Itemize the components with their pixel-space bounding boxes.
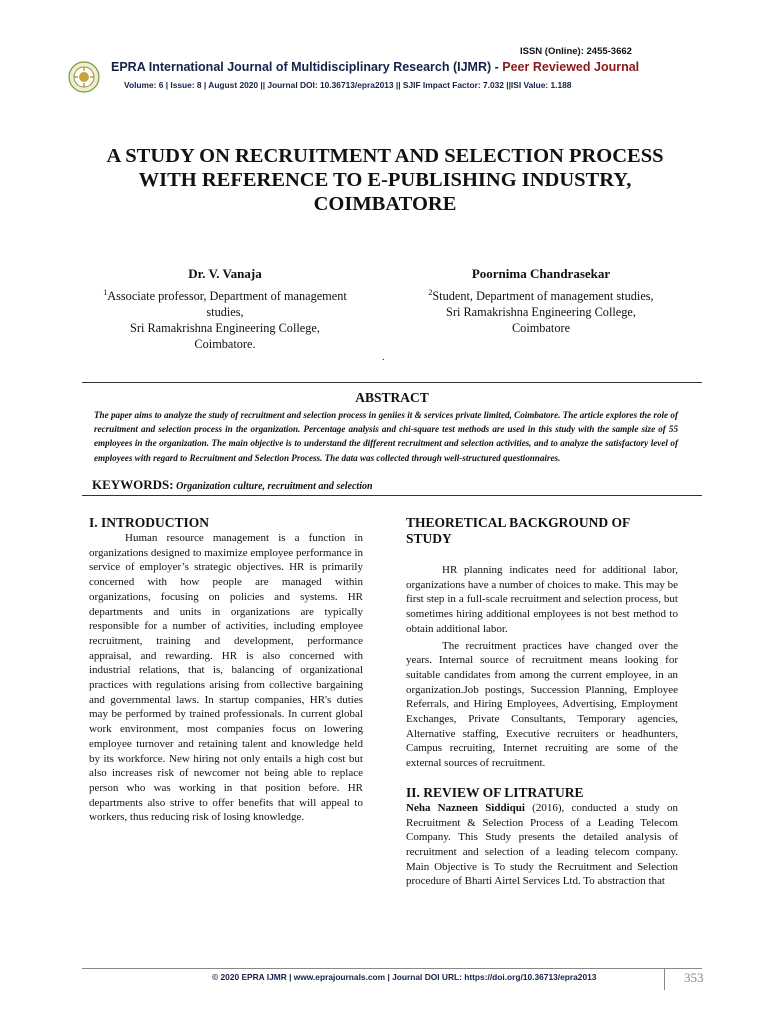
section-heading-theoretical-background: THEORETICAL BACKGROUND OF STUDY: [406, 515, 630, 546]
journal-meta: Volume: 6 | Issue: 8 | August 2020 || Journal DOI: 10.36713/epra2013 || SJIF Impact Factor: 7.032 ||ISI Value: 1.188: [124, 80, 572, 90]
keywords-line: [92, 477, 373, 493]
section-heading-review: II. REVIEW OF LITRATURE: [406, 784, 584, 800]
author-name: Poornima Chandrasekar: [471, 266, 611, 281]
introduction-paragraph: Human resource management is a function in organizations designed to maximize employee performance in service of employer’s strategic objectives. HR is primarily concerned with how people are managed within organizations, focusing on policies and systems. HR departments and units in organizations are typically responsible for a number of activities, including employee recruitment, training and development, performance appraisal, and rewarding. HR is also concerned with industrial relations, that is, balancing of organizational practices with regulations arising from collective bargaining and governmental laws. In startup companies, HR's duties may be performed by trained professionals. In current global work environment, most companies focus on lowering employee turnover and retaining talent and knowledge held by its workforce. New hiring not only entails a high cost but also increases risk of newcomer not being able to replace person who was working in that position before. HR departments also strive to offer benefits that will appeal to workers, thus reducing risk of losing knowledge.: [89, 532, 363, 824]
theory-paragraph-2: The recruitment practices have changed over the years. Internal source of recruitment means looking for suitable candidates from among the current employee, in an organization.Job postings, Succession Planning, Employee Referrals, and Hiring Employees, Advertising, Employment Exchanges, Private Consultants, Temporary agencies, Alternative staffing, Executive recruiters or headhunters, Campus recruiting, Internet recruiting are some of the external sources of recruitment.: [406, 639, 678, 770]
stray-dot: .: [382, 352, 385, 363]
keywords-text: Organization culture, recruitment and selection: [173, 481, 373, 492]
author-college: Sri Ramakrishna Engineering College,: [446, 305, 636, 320]
page-number: 353: [684, 970, 704, 985]
author-block-2: [400, 266, 682, 336]
author-affiliation: $^1$Associate professor, Department of management studies,: [103, 288, 347, 320]
paper-title: A STUDY ON RECRUITMENT AND SELECTION PROCESS WITH REFERENCE TO E-PUBLISHING INDUSTRY, COIMBATORE: [106, 145, 664, 215]
issn-label: ISSN (Online): 2455-3662: [520, 46, 632, 57]
author-block-1: [90, 266, 360, 352]
author-city: Coimbatore.: [194, 337, 256, 352]
footer-text: © 2020 EPRA IJMR | www.eprajournals.com | Journal DOI URL: https://doi.org/10.36713/epra2013: [212, 972, 597, 982]
journal-title: [111, 60, 639, 74]
keywords-label: KEYWORDS:: [92, 477, 174, 492]
author-affiliation: $^2$Student, Department of management studies,: [428, 288, 654, 304]
left-column: [89, 515, 363, 825]
right-column: [406, 515, 678, 889]
abstract-bottom-rule: [82, 495, 702, 496]
abstract-top-rule: [82, 382, 702, 383]
journal-name: EPRA International Journal of Multidisciplinary Research (IJMR) -: [111, 60, 499, 74]
abstract-text: The paper aims to analyze the study of recruitment and selection process in geniies it & services private limited, Coimbatore. The article explores the role of recruitment and selection process in the organization. Percentage analysis and chi-square test methods are used in this study with the sample size of 55 employees in the organization. The main objective is to understand the different recruitment and selection activities, and to analyze the satisfactory level of employees with regard to Recruitment and Selection Process. The data was collected through well-structured questionnaires.: [94, 410, 678, 463]
review-author: Neha Nazneen Siddiqui: [406, 801, 525, 814]
journal-logo-icon: [68, 61, 100, 93]
section-heading-introduction: I. INTRODUCTION: [89, 515, 210, 530]
abstract-heading: ABSTRACT: [355, 390, 429, 405]
author-college: Sri Ramakrishna Engineering College,: [130, 321, 320, 336]
review-text: (2016), conducted a study on Recruitment & Selection Process of a Leading Telecom Company. This Study presents the detailed analysis of recruitment and selection of a leading telecom company. Main Objective is To study the Recruitment and Selection procedure of Bharti Airtel Services Ltd. To abstraction that: [406, 801, 679, 888]
review-paragraph: [406, 801, 678, 889]
footer-rule: [82, 968, 702, 969]
author-city: Coimbatore: [511, 321, 571, 336]
theory-paragraph-1: HR planning indicates need for additional labor, organizations have a number of choices to make. This may be first step in a full-scale recruitment and selection process, but sometimes hiring additional employees is not best method to obtain additional labor.: [406, 564, 678, 635]
peer-reviewed-label: Peer Reviewed Journal: [498, 60, 640, 74]
author-name: Dr. V. Vanaja: [188, 266, 262, 281]
